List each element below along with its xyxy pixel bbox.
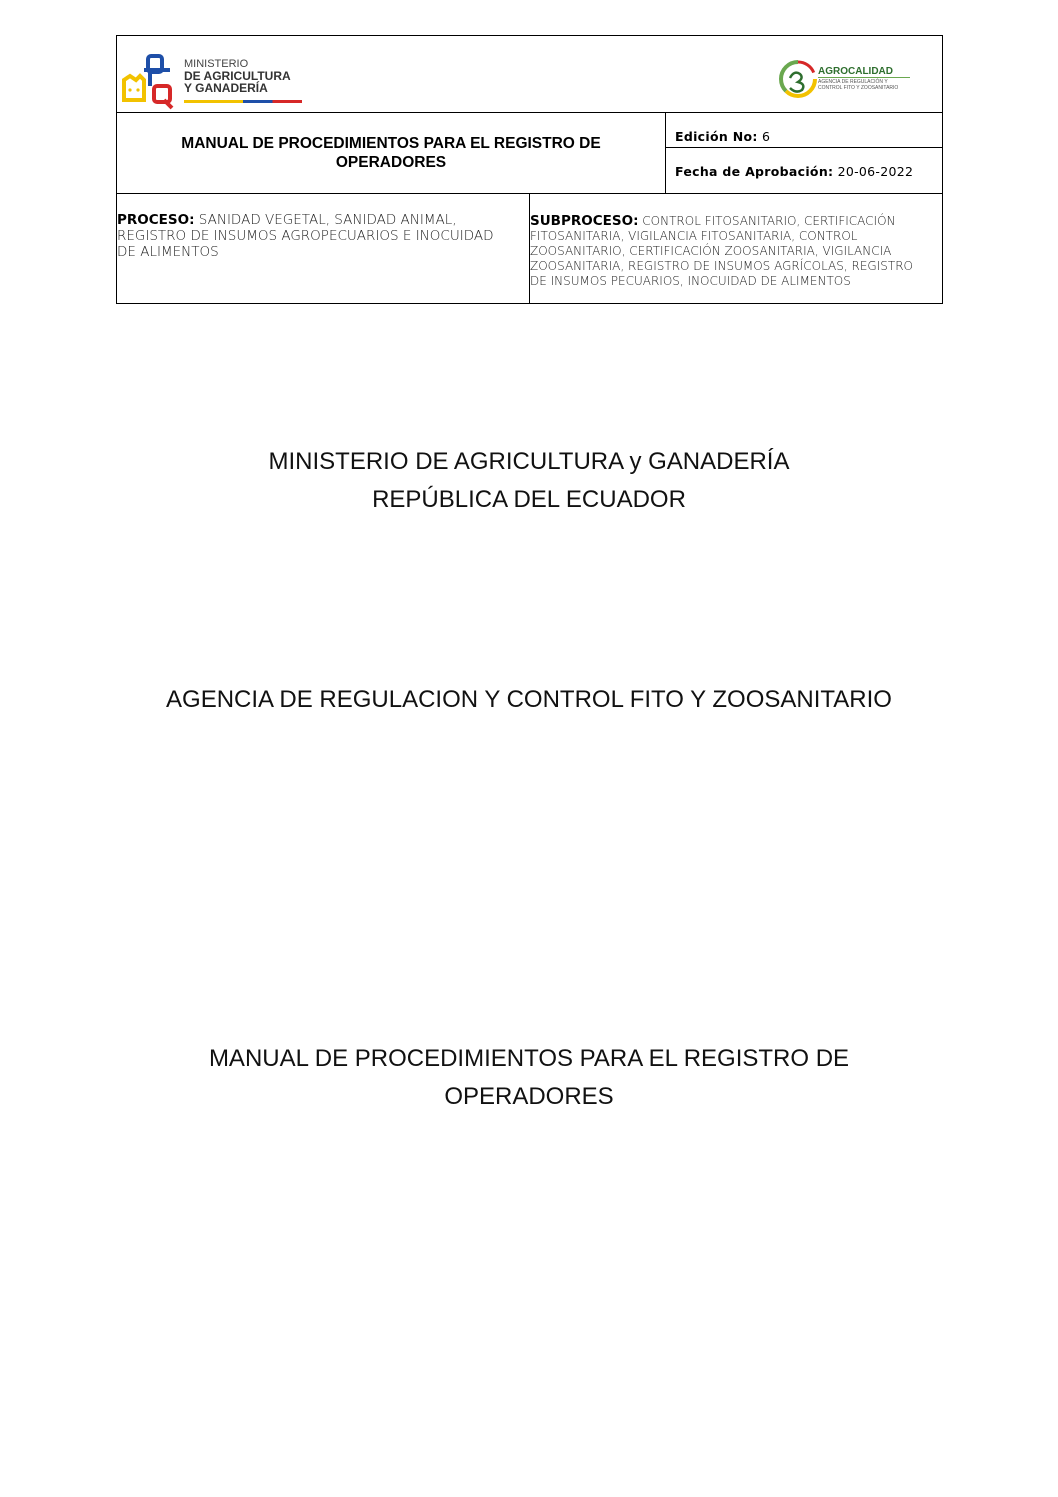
manual-title — [0, 1040, 1058, 1116]
manual-line2: OPERADORES — [444, 1083, 614, 1110]
proceso-line2: REGISTRO DE INSUMOS AGROPECUARIOS E INOCUIDAD — [117, 228, 494, 244]
header-title-row — [117, 113, 942, 194]
ministerio-heading — [0, 443, 1058, 519]
flag-color-bar — [184, 100, 302, 103]
agrocalidad-logo — [778, 56, 918, 106]
subproceso-line1: CONTROL FITOSANITARIO, CERTIFICACIÓN — [642, 214, 896, 228]
agrocalidad-subtitle — [818, 79, 918, 91]
agencia-heading — [0, 681, 1058, 719]
ministerio-line1: MINISTERIO DE AGRICULTURA y GANADERÍA — [268, 448, 790, 475]
fecha-row — [666, 147, 942, 193]
header-title-line2: OPERADORES — [335, 154, 447, 171]
edicion-value: 6 — [761, 129, 771, 144]
edicion-text — [675, 129, 770, 144]
header-title-cell — [117, 113, 666, 193]
subproceso-line2: FITOSANITARIA, VIGILANCIA FITOSANITARIA, CONTROL — [530, 229, 858, 243]
document-header-table — [116, 35, 943, 304]
subproceso-line3: ZOOSANITARIO, CERTIFICACIÓN ZOOSANITARIA, VIGILANCIA — [530, 244, 892, 258]
subproceso-line5: DE INSUMOS PECUARIOS, INOCUIDAD DE ALIMENTOS — [530, 274, 851, 288]
fecha-label: Fecha de Aprobación: — [675, 164, 834, 179]
subproceso-text — [530, 194, 942, 289]
proceso-label: PROCESO: — [117, 212, 195, 228]
proceso-cell — [117, 194, 530, 304]
agrocalidad-sub2: CONTROL FITO Y ZOOSANITARIO — [818, 85, 899, 91]
ministerio-line2: REPÚBLICA DEL ECUADOR — [372, 486, 686, 513]
logo-left-line1: MINISTERIO — [184, 58, 249, 70]
agrocalidad-sub1: AGENCIA DE REGULACIÓN Y — [818, 79, 888, 85]
header-title — [127, 134, 655, 172]
ministerio-logo-text — [184, 58, 291, 94]
header-meta-cell — [666, 113, 942, 193]
fecha-value: 20-06-2022 — [837, 164, 914, 179]
manual-line1: MANUAL DE PROCEDIMIENTOS PARA EL REGISTRO DE — [208, 1045, 850, 1072]
edicion-row — [666, 113, 942, 148]
subproceso-label: SUBPROCESO: — [530, 213, 639, 229]
header-logo-row — [117, 36, 942, 113]
header-title-line1: MANUAL DE PROCEDIMIENTOS PARA EL REGISTRO DE — [181, 135, 601, 152]
logo-left-line3: Y GANADERÍA — [184, 81, 268, 95]
proceso-line1: SANIDAD VEGETAL, SANIDAD ANIMAL, — [198, 212, 457, 228]
proceso-line3: DE ALIMENTOS — [117, 244, 219, 260]
ministerio-logo — [122, 54, 312, 110]
logo-left-line2: DE AGRICULTURA — [184, 69, 291, 83]
subproceso-line4: ZOOSANITARIA, REGISTRO DE INSUMOS AGRÍCOLAS, REGISTRO — [530, 259, 913, 273]
agrocalidad-name: AGROCALIDAD — [818, 66, 893, 77]
mag-logo-icon — [122, 54, 182, 110]
header-process-row — [117, 194, 942, 304]
agrocalidad-logo-icon — [778, 56, 818, 102]
agencia-line: AGENCIA DE REGULACION Y CONTROL FITO Y ZOOSANITARIO — [166, 686, 892, 713]
agrocalidad-divider — [818, 77, 910, 78]
edicion-label: Edición No: — [675, 129, 758, 144]
proceso-text — [117, 194, 529, 260]
subproceso-cell — [530, 194, 942, 304]
fecha-text — [675, 164, 913, 179]
